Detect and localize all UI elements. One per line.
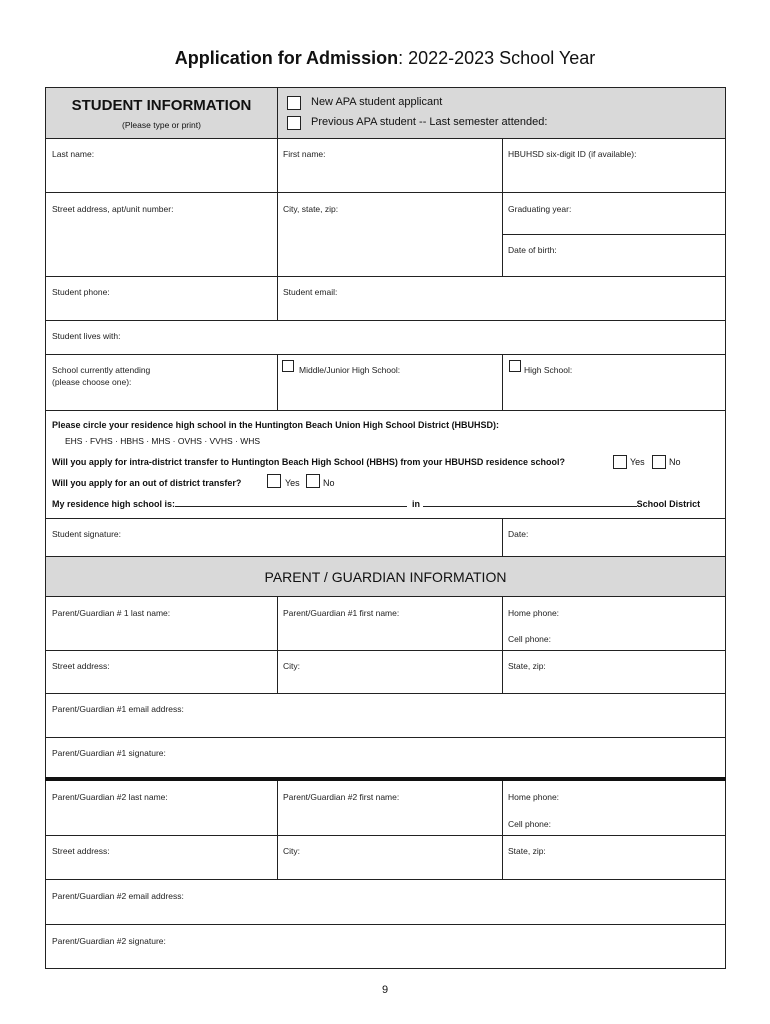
student-signature-field[interactable]: Student signature: (52, 529, 121, 539)
residence-school-line: My residence high school is: in School District (52, 499, 701, 509)
p2-email-field[interactable]: Parent/Guardian #2 email address: (52, 891, 184, 901)
title-rest: : 2022-2023 School Year (398, 48, 596, 68)
out-of-district-question: Will you apply for an out of district transfer? (52, 478, 242, 488)
middle-school-label: Middle/Junior High School: (299, 365, 401, 375)
p2-signature-field[interactable]: Parent/Guardian #2 signature: (52, 936, 166, 946)
divider (502, 234, 726, 235)
p1-home-phone-field[interactable]: Home phone: (508, 608, 560, 618)
divider (45, 737, 726, 738)
divider (277, 781, 278, 879)
p1-first-name-field[interactable]: Parent/Guardian #1 first name: (283, 608, 400, 618)
high-school-checkbox[interactable] (509, 360, 521, 372)
student-email-field[interactable]: Student email: (283, 287, 338, 297)
p1-email-field[interactable]: Parent/Guardian #1 email address: (52, 704, 184, 714)
divider (45, 276, 726, 277)
p1-state-zip-field[interactable]: State, zip: (508, 661, 546, 671)
hbuhsd-id-field[interactable]: HBUHSD six-digit ID (if available): (508, 149, 637, 159)
page-number: 9 (381, 984, 389, 996)
p2-state-zip-field[interactable]: State, zip: (508, 846, 546, 856)
previous-student-checkbox[interactable] (287, 116, 301, 130)
out-of-district-yes-checkbox[interactable] (267, 474, 281, 488)
divider (45, 693, 726, 694)
divider (277, 597, 278, 693)
p1-city-field[interactable]: City: (283, 661, 300, 671)
divider (502, 518, 503, 556)
divider (277, 354, 278, 410)
graduating-year-field[interactable]: Graduating year: (508, 204, 572, 214)
divider (277, 139, 278, 276)
student-section-header: STUDENT INFORMATION (71, 97, 252, 114)
lives-with-field[interactable]: Student lives with: (52, 331, 121, 341)
p2-city-field[interactable]: City: (283, 846, 300, 856)
divider (45, 410, 726, 411)
page-title (0, 48, 770, 69)
intra-district-no-checkbox[interactable] (652, 455, 666, 469)
divider (502, 597, 503, 693)
form-frame (45, 87, 726, 969)
applicant-type-cell (277, 87, 726, 139)
student-phone-field[interactable]: Student phone: (52, 287, 110, 297)
out-of-district-no-checkbox[interactable] (306, 474, 320, 488)
out-of-district-no-label: No (323, 478, 335, 488)
title-bold: Application for Admission (174, 48, 399, 68)
divider (45, 320, 726, 321)
p2-street-field[interactable]: Street address: (52, 846, 110, 856)
school-attending-label: School currently attending (52, 365, 151, 375)
middle-school-checkbox[interactable] (282, 360, 294, 372)
intra-district-no-label: No (669, 457, 681, 467)
high-school-label: High School: (524, 365, 573, 375)
residence-school-list[interactable]: EHS · FVHS · HBHS · MHS · OVHS · VVHS · WHS (65, 436, 261, 446)
p1-signature-field[interactable]: Parent/Guardian #1 signature: (52, 748, 166, 758)
p2-first-name-field[interactable]: Parent/Guardian #2 first name: (283, 792, 400, 802)
divider (45, 518, 726, 519)
divider (45, 879, 726, 880)
p2-home-phone-field[interactable]: Home phone: (508, 792, 560, 802)
p2-last-name-field[interactable]: Parent/Guardian #2 last name: (52, 792, 168, 802)
divider (502, 139, 503, 276)
divider (45, 192, 726, 193)
divider (45, 835, 726, 836)
parent-separator (45, 777, 726, 781)
street-address-field[interactable]: Street address, apt/unit number: (52, 204, 174, 214)
intra-district-yes-label: Yes (630, 457, 645, 467)
divider (45, 924, 726, 925)
parent-section-header: PARENT / GUARDIAN INFORMATION (264, 569, 507, 585)
divider (277, 276, 278, 320)
school-attending-hint: (please choose one): (52, 377, 132, 387)
previous-student-label: Previous APA student -- Last semester attended: (311, 116, 548, 128)
new-applicant-checkbox[interactable] (287, 96, 301, 110)
last-name-field[interactable]: Last name: (52, 149, 95, 159)
divider (502, 354, 503, 410)
out-of-district-yes-label: Yes (285, 478, 300, 488)
residence-school-input[interactable] (175, 498, 407, 507)
school-district-input[interactable] (423, 498, 637, 507)
student-section-subheader: (Please type or print) (122, 120, 201, 130)
residence-circle-prompt: Please circle your residence high school in the Huntington Beach Union High School District (HBUHSD): (52, 420, 500, 430)
first-name-field[interactable]: First name: (283, 149, 326, 159)
divider (45, 354, 726, 355)
p1-street-field[interactable]: Street address: (52, 661, 110, 671)
p1-last-name-field[interactable]: Parent/Guardian # 1 last name: (52, 608, 171, 618)
divider (45, 650, 726, 651)
p1-cell-phone-field[interactable]: Cell phone: (508, 634, 552, 644)
p2-cell-phone-field[interactable]: Cell phone: (508, 819, 552, 829)
intra-district-yes-checkbox[interactable] (613, 455, 627, 469)
city-state-zip-field[interactable]: City, state, zip: (283, 204, 339, 214)
student-date-field[interactable]: Date: (508, 529, 529, 539)
date-of-birth-field[interactable]: Date of birth: (508, 245, 557, 255)
divider (502, 781, 503, 879)
intra-district-question: Will you apply for intra-district transfer to Huntington Beach High School (HBHS) from your HBUHSD residence school? (52, 457, 565, 467)
new-applicant-label: New APA student applicant (311, 96, 443, 108)
